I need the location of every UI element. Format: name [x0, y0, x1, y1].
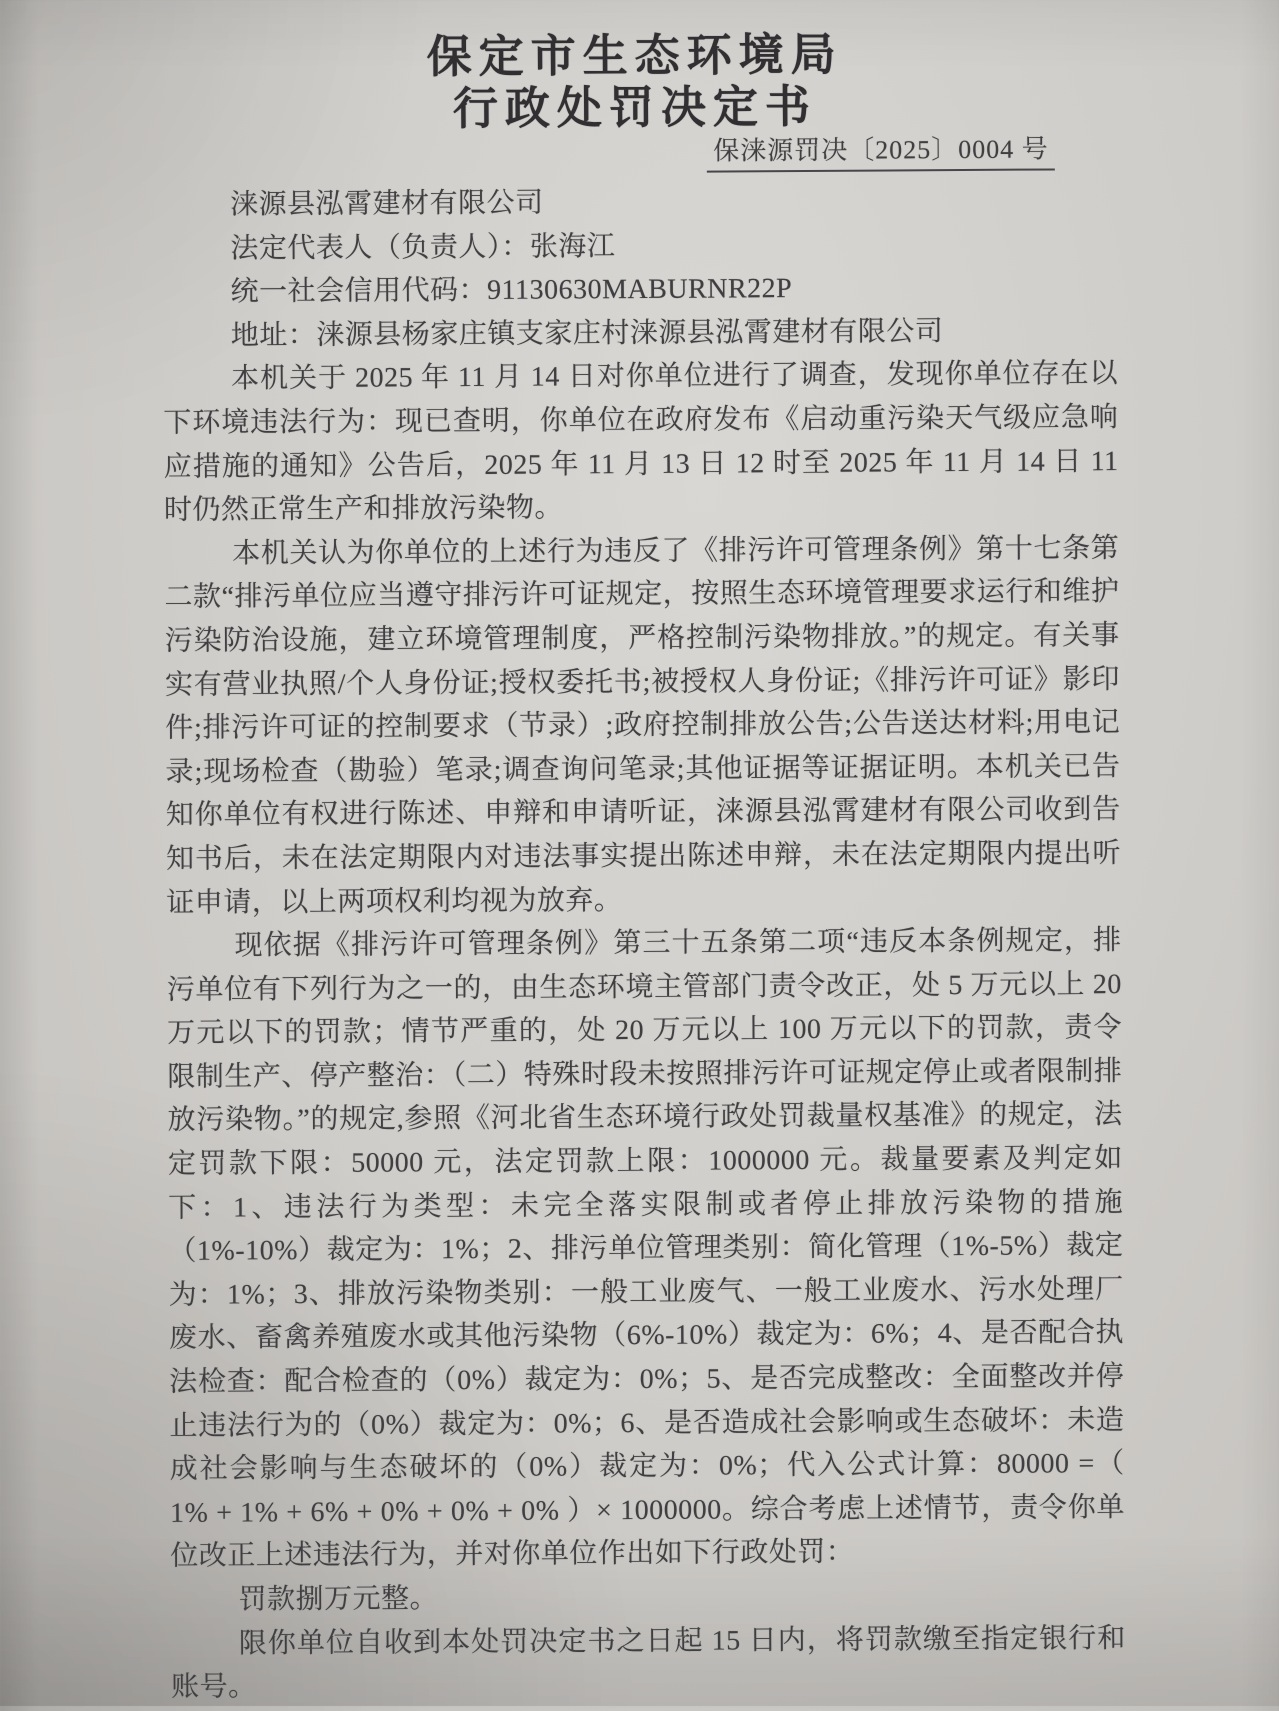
company-name: 涞源县泓霄建材有限公司	[229, 187, 544, 221]
address-line: 地址：涞源县杨家庄镇支家庄村涞源县泓霄建材有限公司	[230, 315, 944, 352]
paragraph-penalty-amount: 罚款捌万元整。	[238, 1583, 439, 1616]
paragraph-investigation-findings: 本机关于 2025 年 11 月 14 日对你单位进行了调查，发现你单位存在以下环境违法行为：现已查明，你单位在政府发布《启动重污染天气级应急响应措施的通知》公告后，2025 年 11 月 13 日 12 时至 2025 年 11 月 14 日 11 时仍然正常生产和排放污染物。	[163, 358, 1119, 527]
credit-code-line: 统一社会信用代码：91130630MABURNR22P	[230, 273, 793, 308]
paragraph-violation-and-evidence: 本机关认为你单位的上述行为违反了《排污许可管理条例》第十七条第二款“排污单位应当遵守排污许可证规定，按照生态环境管理要求运行和维护污染防治设施，建立环境管理制度，严格控制污染物排放。”的规定。有关事实有营业执照/个人身份证;授权委托书;被授权人身份证;《排污许可证》影印件;排污许可证的控制要求（节录）;政府控制排放公告;公告送达材料;用电记录;现场检查（勘验）笔录;调查询问笔录;其他证据等证据证明。本机关已告知你单位有权进行陈述、申辩和申请听证，涞源县泓霄建材有限公司收到告知书后，未在法定期限内对违法事实提出陈述申辩，未在法定期限内提出听证申请，以上两项权利均视为放弃。	[164, 532, 1122, 919]
document-title	[0, 26, 1275, 138]
doc-number: 保涞源罚决〔2025〕0004 号	[707, 132, 1055, 172]
document-type-title: 行政处罚决定书	[452, 80, 818, 135]
agency-name: 保定市生态环境局	[426, 28, 843, 83]
paragraph-legal-basis-and-discretion: 现依据《排污许可管理条例》第三十五条第二项“违反本条例规定，排污单位有下列行为之一的，由生态环境主管部门责令改正，处 5 万元以上 20 万元以下的罚款；情节严重的，处 20 万元以上 100 万元以下的罚款，责令限制生产、停产整治：（二）特殊时段未按照排污许可证规定停止或者限制排放污染物。”的规定,参照《河北省生态环境行政处罚裁量权基准》的规定，法定罚款下限：50000 元，法定罚款上限：1000000 元。裁量要素及判定如下：1、违法行为类型：未完全落实限制或者停止排放污染物的措施（1%-10%）裁定为：1%；2、排污单位管理类别：简化管理（1%-5%）裁定为：1%；3、排放污染物类别：一般工业废气、一般工业废水、污水处理厂废水、畜禽养殖废水或其他污染物（6%-10%）裁定为：6%；4、是否配合执法检查：配合检查的（0%）裁定为：0%；5、是否完成整改：全面整改并停止违法行为的（0%）裁定为：0%；6、是否造成社会影响或生态破坏：未造成社会影响与生态破坏的（0%）裁定为：0%；代入公式计算：80000 =（ 1% + 1% + 6% + 0% + 0% + 0% ）× 1000000。综合考虑上述情节，责令你单位改正上述违法行为，并对你单位作出如下行政处罚：	[166, 925, 1126, 1573]
recipient-info	[162, 178, 1118, 358]
legal-representative-line: 法定代表人（负责人）：张海江	[230, 230, 616, 265]
document-body	[162, 178, 1126, 1710]
paragraph-payment-instruction: 限你单位自收到本处罚决定书之日起 15 日内，将罚款缴至指定银行和账号。	[170, 1622, 1126, 1704]
doc-number-row	[0, 131, 1275, 177]
